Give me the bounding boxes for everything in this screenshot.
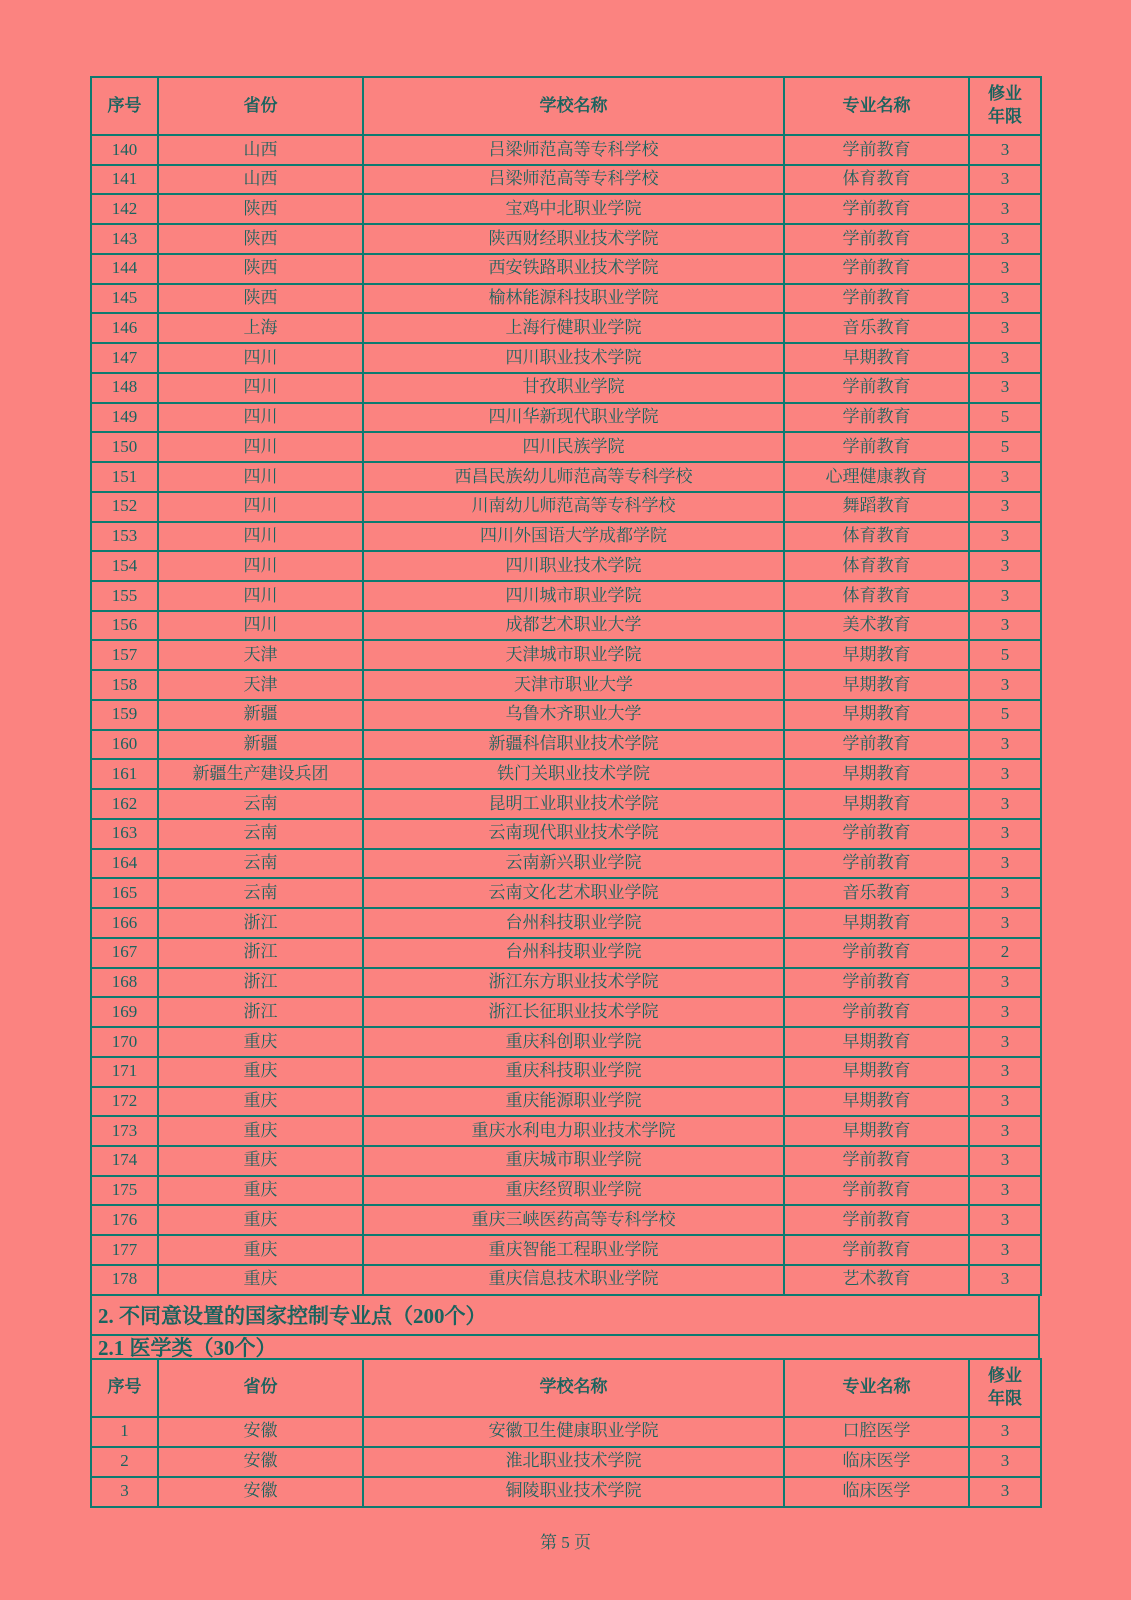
table-cell: 168 (91, 968, 158, 998)
table-cell: 3 (969, 908, 1041, 938)
table-cell: 3 (969, 1176, 1041, 1206)
table-cell: 重庆科技职业学院 (363, 1057, 784, 1087)
table-cell: 乌鲁木齐职业大学 (363, 700, 784, 730)
table-row (91, 938, 1041, 968)
table-cell: 早期教育 (784, 1057, 969, 1087)
table-cell: 3 (969, 284, 1041, 314)
table-header (91, 77, 1041, 135)
table-cell: 四川城市职业学院 (363, 581, 784, 611)
table-cell: 四川民族学院 (363, 432, 784, 462)
table-cell: 学前教育 (784, 849, 969, 879)
table-cell: 3 (969, 165, 1041, 195)
table-cell: 学前教育 (784, 373, 969, 403)
table-cell: 5 (969, 403, 1041, 433)
table-cell: 上海 (158, 313, 363, 343)
table-cell: 学前教育 (784, 997, 969, 1027)
table-cell: 3 (969, 254, 1041, 284)
table-cell: 浙江东方职业技术学院 (363, 968, 784, 998)
table-cell: 146 (91, 313, 158, 343)
table-cell: 161 (91, 759, 158, 789)
table-cell: 四川 (158, 581, 363, 611)
table-cell: 台州科技职业学院 (363, 908, 784, 938)
table-cell: 163 (91, 819, 158, 849)
table-row (91, 343, 1041, 373)
table-cell: 3 (969, 1477, 1041, 1507)
table-cell: 3 (969, 1116, 1041, 1146)
table-cell: 宝鸡中北职业学院 (363, 194, 784, 224)
column-header: 修业年限 (969, 1359, 1041, 1417)
table-cell: 云南现代职业技术学院 (363, 819, 784, 849)
table-cell: 3 (969, 1447, 1041, 1477)
table-cell: 重庆 (158, 1116, 363, 1146)
table-cell: 3 (969, 611, 1041, 641)
table-row (91, 1265, 1041, 1295)
table-cell: 陕西财经职业技术学院 (363, 224, 784, 254)
table-cell: 甘孜职业学院 (363, 373, 784, 403)
table-body (91, 1417, 1041, 1507)
table-row (91, 254, 1041, 284)
table-cell: 早期教育 (784, 640, 969, 670)
table-cell: 吕梁师范高等专科学校 (363, 135, 784, 165)
column-header: 专业名称 (784, 77, 969, 135)
table-cell: 早期教育 (784, 670, 969, 700)
table-cell: 3 (969, 581, 1041, 611)
table-cell: 3 (969, 670, 1041, 700)
table-header-row (91, 1359, 1041, 1417)
table-cell: 重庆 (158, 1027, 363, 1057)
table-cell: 安徽 (158, 1417, 363, 1447)
table-cell: 3 (969, 462, 1041, 492)
table-cell: 云南 (158, 878, 363, 908)
table-cell: 天津 (158, 640, 363, 670)
table-cell: 四川 (158, 343, 363, 373)
column-header: 省份 (158, 1359, 363, 1417)
table-row (91, 373, 1041, 403)
table-cell: 143 (91, 224, 158, 254)
table-cell: 学前教育 (784, 284, 969, 314)
table-cell: 3 (969, 878, 1041, 908)
table-row (91, 1116, 1041, 1146)
table-cell: 四川 (158, 492, 363, 522)
table-header-row (91, 77, 1041, 135)
table-cell: 158 (91, 670, 158, 700)
table-row (91, 432, 1041, 462)
table-cell: 早期教育 (784, 789, 969, 819)
table-cell: 3 (969, 968, 1041, 998)
table-cell: 147 (91, 343, 158, 373)
table-cell: 148 (91, 373, 158, 403)
table-cell: 云南 (158, 849, 363, 879)
table-cell: 新疆 (158, 730, 363, 760)
table-cell: 重庆三峡医药高等专科学校 (363, 1205, 784, 1235)
section-heading-medical-category: 2.1 医学类（30个） (90, 1336, 1040, 1358)
rejected-medical-table (90, 1358, 1042, 1508)
table-cell: 临床医学 (784, 1447, 969, 1477)
table-cell: 心理健康教育 (784, 462, 969, 492)
document-page (90, 76, 1040, 1508)
table-cell: 山西 (158, 165, 363, 195)
table-cell: 重庆经贸职业学院 (363, 1176, 784, 1206)
table-cell: 美术教育 (784, 611, 969, 641)
table-cell: 5 (969, 432, 1041, 462)
table-cell: 体育教育 (784, 165, 969, 195)
table-row (91, 759, 1041, 789)
table-cell: 重庆信息技术职业学院 (363, 1265, 784, 1295)
table-cell: 重庆 (158, 1146, 363, 1176)
table-cell: 3 (969, 1205, 1041, 1235)
column-header: 学校名称 (363, 77, 784, 135)
table-row (91, 1447, 1041, 1477)
section-heading-rejected-control-points: 2. 不同意设置的国家控制专业点（200个） (90, 1296, 1040, 1336)
table-cell: 2 (969, 938, 1041, 968)
table-cell: 3 (969, 1235, 1041, 1265)
table-cell: 早期教育 (784, 1087, 969, 1117)
table-cell: 160 (91, 730, 158, 760)
table-cell: 吕梁师范高等专科学校 (363, 165, 784, 195)
table-cell: 2 (91, 1447, 158, 1477)
table-cell: 安徽卫生健康职业学院 (363, 1417, 784, 1447)
table-cell: 145 (91, 284, 158, 314)
table-cell: 学前教育 (784, 819, 969, 849)
table-cell: 3 (91, 1477, 158, 1507)
table-cell: 云南文化艺术职业学院 (363, 878, 784, 908)
table-cell: 成都艺术职业大学 (363, 611, 784, 641)
table-row (91, 581, 1041, 611)
table-cell: 149 (91, 403, 158, 433)
table-cell: 陕西 (158, 224, 363, 254)
table-row (91, 670, 1041, 700)
table-cell: 164 (91, 849, 158, 879)
table-row (91, 1205, 1041, 1235)
table-cell: 云南新兴职业学院 (363, 849, 784, 879)
table-cell: 155 (91, 581, 158, 611)
table-row (91, 997, 1041, 1027)
table-cell: 3 (969, 313, 1041, 343)
table-cell: 5 (969, 640, 1041, 670)
table-cell: 四川 (158, 551, 363, 581)
table-cell: 四川华新现代职业学院 (363, 403, 784, 433)
table-row (91, 165, 1041, 195)
table-cell: 162 (91, 789, 158, 819)
table-cell: 3 (969, 997, 1041, 1027)
table-cell: 天津市职业大学 (363, 670, 784, 700)
table-row (91, 968, 1041, 998)
table-cell: 166 (91, 908, 158, 938)
table-cell: 重庆城市职业学院 (363, 1146, 784, 1176)
table-cell: 学前教育 (784, 968, 969, 998)
table-cell: 四川 (158, 403, 363, 433)
column-header: 序号 (91, 77, 158, 135)
table-row (91, 878, 1041, 908)
table-cell: 178 (91, 1265, 158, 1295)
table-cell: 四川职业技术学院 (363, 551, 784, 581)
approved-majors-table (90, 76, 1042, 1296)
table-cell: 四川职业技术学院 (363, 343, 784, 373)
table-cell: 3 (969, 759, 1041, 789)
table-cell: 临床医学 (784, 1477, 969, 1507)
table-cell: 川南幼儿师范高等专科学校 (363, 492, 784, 522)
table-cell: 陕西 (158, 254, 363, 284)
table-cell: 重庆能源职业学院 (363, 1087, 784, 1117)
table-cell: 177 (91, 1235, 158, 1265)
table-cell: 早期教育 (784, 1116, 969, 1146)
table-cell: 学前教育 (784, 938, 969, 968)
table-cell: 150 (91, 432, 158, 462)
table-cell: 重庆水利电力职业技术学院 (363, 1116, 784, 1146)
table-row (91, 1235, 1041, 1265)
table-cell: 174 (91, 1146, 158, 1176)
table-row (91, 640, 1041, 670)
table-cell: 体育教育 (784, 551, 969, 581)
table-cell: 新疆科信职业技术学院 (363, 730, 784, 760)
table-cell: 175 (91, 1176, 158, 1206)
page-number: 第 5 页 (540, 1533, 591, 1552)
table-cell: 重庆 (158, 1235, 363, 1265)
table-cell: 3 (969, 551, 1041, 581)
table-cell: 3 (969, 194, 1041, 224)
table-row (91, 284, 1041, 314)
table-cell: 157 (91, 640, 158, 670)
table-row (91, 849, 1041, 879)
table-cell: 3 (969, 819, 1041, 849)
table-cell: 3 (969, 789, 1041, 819)
table-cell: 早期教育 (784, 700, 969, 730)
table-cell: 176 (91, 1205, 158, 1235)
table-row (91, 1146, 1041, 1176)
table-cell: 新疆生产建设兵团 (158, 759, 363, 789)
table-cell: 新疆 (158, 700, 363, 730)
table-row (91, 135, 1041, 165)
table-cell: 3 (969, 1027, 1041, 1057)
table-cell: 171 (91, 1057, 158, 1087)
table-row (91, 1057, 1041, 1087)
table-cell: 142 (91, 194, 158, 224)
table-cell: 体育教育 (784, 581, 969, 611)
table-cell: 3 (969, 1417, 1041, 1447)
table-cell: 云南 (158, 789, 363, 819)
table-cell: 重庆 (158, 1265, 363, 1295)
table-cell: 144 (91, 254, 158, 284)
column-header: 修业年限 (969, 77, 1041, 135)
table-cell: 3 (969, 224, 1041, 254)
table-row (91, 1087, 1041, 1117)
table-cell: 重庆 (158, 1087, 363, 1117)
table-cell: 四川 (158, 522, 363, 552)
table-cell: 四川 (158, 462, 363, 492)
table-cell: 四川 (158, 373, 363, 403)
table-cell: 学前教育 (784, 1176, 969, 1206)
table-cell: 重庆智能工程职业学院 (363, 1235, 784, 1265)
table-cell: 169 (91, 997, 158, 1027)
table-row (91, 403, 1041, 433)
table-cell: 淮北职业技术学院 (363, 1447, 784, 1477)
table-cell: 昆明工业职业技术学院 (363, 789, 784, 819)
table-cell: 安徽 (158, 1447, 363, 1477)
table-cell: 铜陵职业技术学院 (363, 1477, 784, 1507)
table-cell: 陕西 (158, 194, 363, 224)
table-cell: 167 (91, 938, 158, 968)
table-cell: 159 (91, 700, 158, 730)
table-cell: 舞蹈教育 (784, 492, 969, 522)
table-cell: 学前教育 (784, 1205, 969, 1235)
table-cell: 学前教育 (784, 432, 969, 462)
table-cell: 重庆 (158, 1176, 363, 1206)
table-cell: 140 (91, 135, 158, 165)
table-cell: 学前教育 (784, 254, 969, 284)
table-row (91, 194, 1041, 224)
table-cell: 154 (91, 551, 158, 581)
table-row (91, 730, 1041, 760)
table-cell: 学前教育 (784, 194, 969, 224)
table-cell: 早期教育 (784, 908, 969, 938)
table-cell: 四川 (158, 611, 363, 641)
table-cell: 学前教育 (784, 224, 969, 254)
table-row (91, 462, 1041, 492)
table-body (91, 135, 1041, 1295)
table-row (91, 522, 1041, 552)
table-cell: 重庆 (158, 1205, 363, 1235)
table-row (91, 1027, 1041, 1057)
table-cell: 台州科技职业学院 (363, 938, 784, 968)
column-header: 专业名称 (784, 1359, 969, 1417)
table-cell: 西昌民族幼儿师范高等专科学校 (363, 462, 784, 492)
table-cell: 5 (969, 700, 1041, 730)
table-cell: 浙江长征职业技术学院 (363, 997, 784, 1027)
table-header (91, 1359, 1041, 1417)
table-cell: 浙江 (158, 968, 363, 998)
table-cell: 浙江 (158, 908, 363, 938)
column-header: 学校名称 (363, 1359, 784, 1417)
table-cell: 云南 (158, 819, 363, 849)
table-cell: 陕西 (158, 284, 363, 314)
table-row (91, 789, 1041, 819)
table-cell: 3 (969, 1146, 1041, 1176)
table-cell: 3 (969, 1057, 1041, 1087)
table-row (91, 224, 1041, 254)
table-cell: 学前教育 (784, 1235, 969, 1265)
table-cell: 170 (91, 1027, 158, 1057)
table-cell: 153 (91, 522, 158, 552)
table-cell: 156 (91, 611, 158, 641)
column-header: 省份 (158, 77, 363, 135)
table-cell: 141 (91, 165, 158, 195)
table-cell: 学前教育 (784, 730, 969, 760)
table-row (91, 908, 1041, 938)
table-row (91, 1417, 1041, 1447)
table-cell: 3 (969, 343, 1041, 373)
table-cell: 四川外国语大学成都学院 (363, 522, 784, 552)
table-cell: 学前教育 (784, 135, 969, 165)
table-cell: 铁门关职业技术学院 (363, 759, 784, 789)
table-cell: 音乐教育 (784, 313, 969, 343)
table-cell: 重庆 (158, 1057, 363, 1087)
table-row (91, 700, 1041, 730)
table-cell: 3 (969, 730, 1041, 760)
table-cell: 上海行健职业学院 (363, 313, 784, 343)
table-row (91, 819, 1041, 849)
table-cell: 安徽 (158, 1477, 363, 1507)
table-cell: 3 (969, 492, 1041, 522)
table-cell: 早期教育 (784, 1027, 969, 1057)
table-cell: 152 (91, 492, 158, 522)
table-cell: 早期教育 (784, 759, 969, 789)
table-cell: 天津城市职业学院 (363, 640, 784, 670)
table-cell: 重庆科创职业学院 (363, 1027, 784, 1057)
table-cell: 172 (91, 1087, 158, 1117)
table-cell: 山西 (158, 135, 363, 165)
table-cell: 天津 (158, 670, 363, 700)
table-cell: 173 (91, 1116, 158, 1146)
table-cell: 学前教育 (784, 403, 969, 433)
table-cell: 西安铁路职业技术学院 (363, 254, 784, 284)
table-cell: 3 (969, 1265, 1041, 1295)
column-header: 序号 (91, 1359, 158, 1417)
table-cell: 3 (969, 522, 1041, 552)
table-cell: 榆林能源科技职业学院 (363, 284, 784, 314)
table-row (91, 313, 1041, 343)
table-cell: 3 (969, 373, 1041, 403)
table-cell: 音乐教育 (784, 878, 969, 908)
table-cell: 浙江 (158, 938, 363, 968)
table-row (91, 551, 1041, 581)
table-cell: 艺术教育 (784, 1265, 969, 1295)
table-cell: 165 (91, 878, 158, 908)
table-cell: 151 (91, 462, 158, 492)
table-cell: 体育教育 (784, 522, 969, 552)
table-row (91, 1176, 1041, 1206)
table-cell: 四川 (158, 432, 363, 462)
table-cell: 早期教育 (784, 343, 969, 373)
table-cell: 3 (969, 1087, 1041, 1117)
table-cell: 3 (969, 135, 1041, 165)
table-row (91, 611, 1041, 641)
table-row (91, 1477, 1041, 1507)
table-row (91, 492, 1041, 522)
table-cell: 3 (969, 849, 1041, 879)
table-cell: 学前教育 (784, 1146, 969, 1176)
table-cell: 1 (91, 1417, 158, 1447)
table-cell: 口腔医学 (784, 1417, 969, 1447)
table-cell: 浙江 (158, 997, 363, 1027)
